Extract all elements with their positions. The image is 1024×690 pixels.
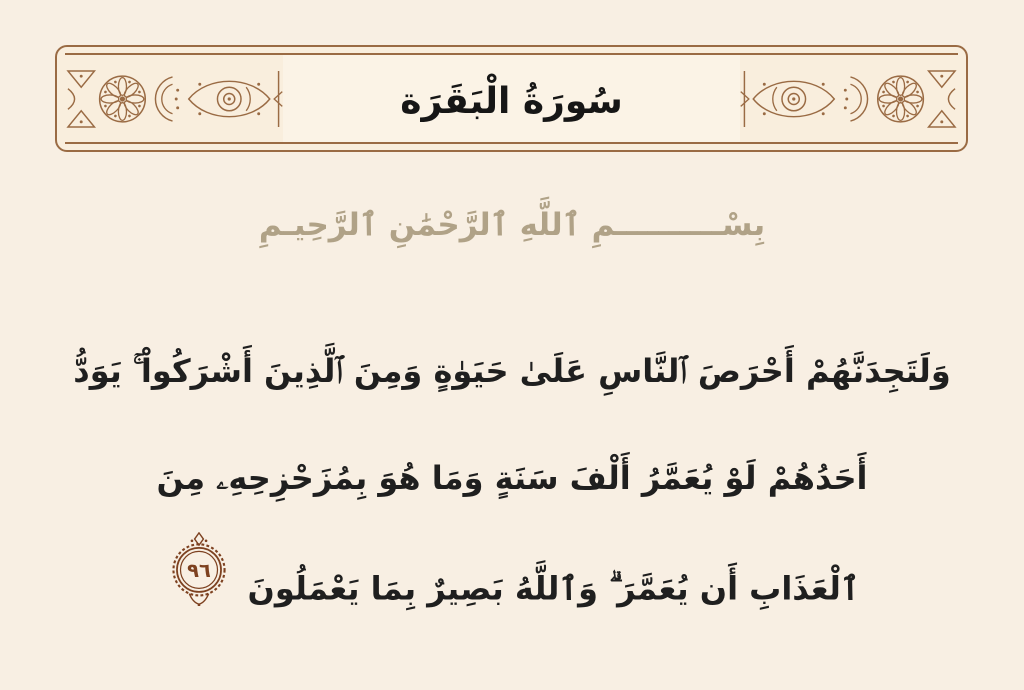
verse-line-3 [0, 532, 1024, 649]
surah-header-frame [55, 45, 968, 152]
ayah-marker-icon [168, 532, 230, 649]
surah-title-panel [283, 55, 740, 142]
surah-title: سُورَةُ الْبَقَرَة [400, 80, 623, 122]
ayah-number: ٩٦ [187, 558, 212, 582]
verse-line-3-text: ٱلْعَذَابِ أَن يُعَمَّرَ ۗ وَٱللَّهُ بَصِيرٌ بِمَا يَعْمَلُونَ [247, 569, 860, 608]
bismillah-text: بِسْــــــــــمِ ٱللَّهِ ٱلرَّحْمَٰنِ ٱلرَّحِيـمِ [258, 207, 766, 243]
verse-line-2: أَحَدُهُمْ لَوْ يُعَمَّرُ أَلْفَ سَنَةٍ وَمَا هُوَ بِمُزَحْزِحِهِۦ مِنَ [156, 459, 868, 497]
ornament-right-icon [65, 55, 283, 142]
surah-header-inner-border [65, 53, 958, 144]
ornament-left-icon [740, 55, 958, 142]
verse-block [0, 318, 1024, 649]
verse-line-1: وَلَتَجِدَنَّهُمْ أَحْرَصَ ٱلنَّاسِ عَلَىٰ حَيَوٰةٍ وَمِنَ ٱلَّذِينَ أَشْرَكُواْ ۚ يَوَدُّ [73, 352, 951, 390]
